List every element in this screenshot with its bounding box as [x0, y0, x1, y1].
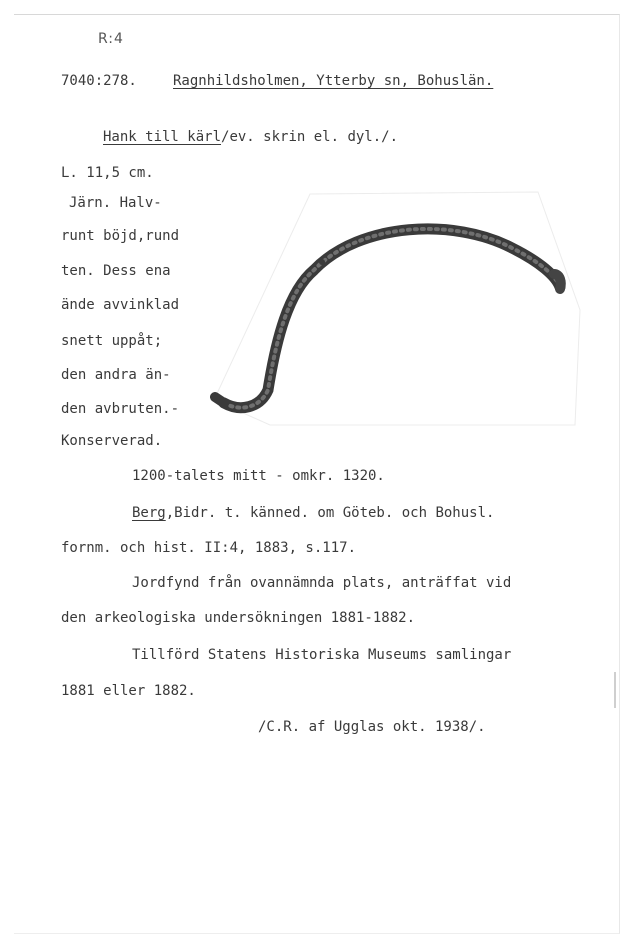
- accession-line-2: 1881 eller 1882.: [61, 683, 196, 699]
- description-line: den avbruten.-: [61, 401, 180, 417]
- corner-mark: R:4: [98, 31, 124, 47]
- location-heading: Ragnhildsholmen, Ytterby sn, Bohuslän.: [173, 73, 494, 89]
- handle-knob: [319, 259, 325, 265]
- description-line: snett uppåt;: [61, 333, 163, 349]
- object-name-line: [103, 128, 398, 146]
- edge-mark: [614, 672, 616, 708]
- find-line-1: Jordfynd från ovannämnda plats, anträffat vid: [132, 575, 512, 591]
- object-length: L. 11,5 cm.: [61, 165, 154, 181]
- reference-line-2: fornm. och hist. II:4, 1883, s.117.: [61, 540, 357, 556]
- catalog-number: 7040:278.: [61, 73, 137, 89]
- reference-title: ,Bidr. t. känned. om Göteb. och Bohusl.: [165, 505, 495, 521]
- description-line: Konserverad.: [61, 433, 163, 449]
- description-line: den andra än-: [61, 367, 171, 383]
- handle-end-broken: [215, 397, 224, 403]
- reference-line-1: [132, 504, 494, 522]
- find-line-2: den arkeologiska undersökningen 1881-1882.: [61, 610, 416, 626]
- reference-author: Berg: [132, 505, 166, 521]
- description-line: Järn. Halv-: [69, 195, 162, 211]
- object-name-suffix: /ev. skrin el. dyl./.: [221, 129, 399, 145]
- object-name: Hank till kärl: [103, 129, 222, 145]
- artifact-photo: [210, 190, 590, 440]
- signature: /C.R. af Ugglas okt. 1938/.: [258, 719, 486, 735]
- description-line: ände avvinklad: [61, 297, 180, 313]
- accession-line-1: Tillförd Statens Historiska Museums samlingar: [132, 647, 512, 663]
- description-line: ten. Dess ena: [61, 263, 171, 279]
- description-line: runt böjd,rund: [61, 228, 180, 244]
- dating: 1200-talets mitt - omkr. 1320.: [132, 468, 385, 484]
